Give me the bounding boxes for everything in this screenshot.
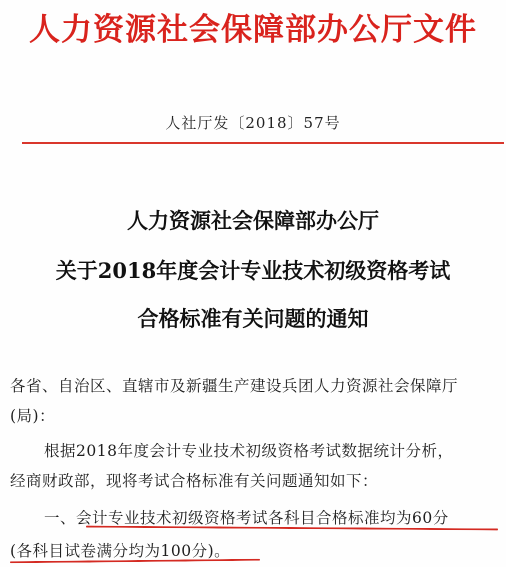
body-paragraph-line: 经商财政部，现将考试合格标准有关问题通知如下： xyxy=(10,472,379,490)
notice-title-line-1: 人力资源社会保障部办公厅 xyxy=(127,208,379,233)
masthead-title: 人力资源社会保障部办公厅文件 xyxy=(29,12,477,48)
notice-title-line-3: 合格标准有关问题的通知 xyxy=(137,306,369,331)
item-one-line-continued: (各科目试卷满分均为100分)。 xyxy=(10,542,231,560)
document-number: 人社厅发〔2018〕57号 xyxy=(165,114,341,132)
item-one-line: 一、会计专业技术初级资格考试各科目合格标准均为60分 xyxy=(44,509,449,527)
body-paragraph-line: 根据2018年度会计专业技术初级资格考试数据统计分析， xyxy=(44,442,454,460)
recipient-line-continued: (局)： xyxy=(10,407,56,425)
notice-title-line-2: 关于2018年度会计专业技术初级资格考试 xyxy=(55,258,451,283)
recipient-line: 各省、自治区、直辖市及新疆生产建设兵团人力资源社会保障厅 xyxy=(10,377,459,395)
red-separator-line xyxy=(22,142,504,144)
